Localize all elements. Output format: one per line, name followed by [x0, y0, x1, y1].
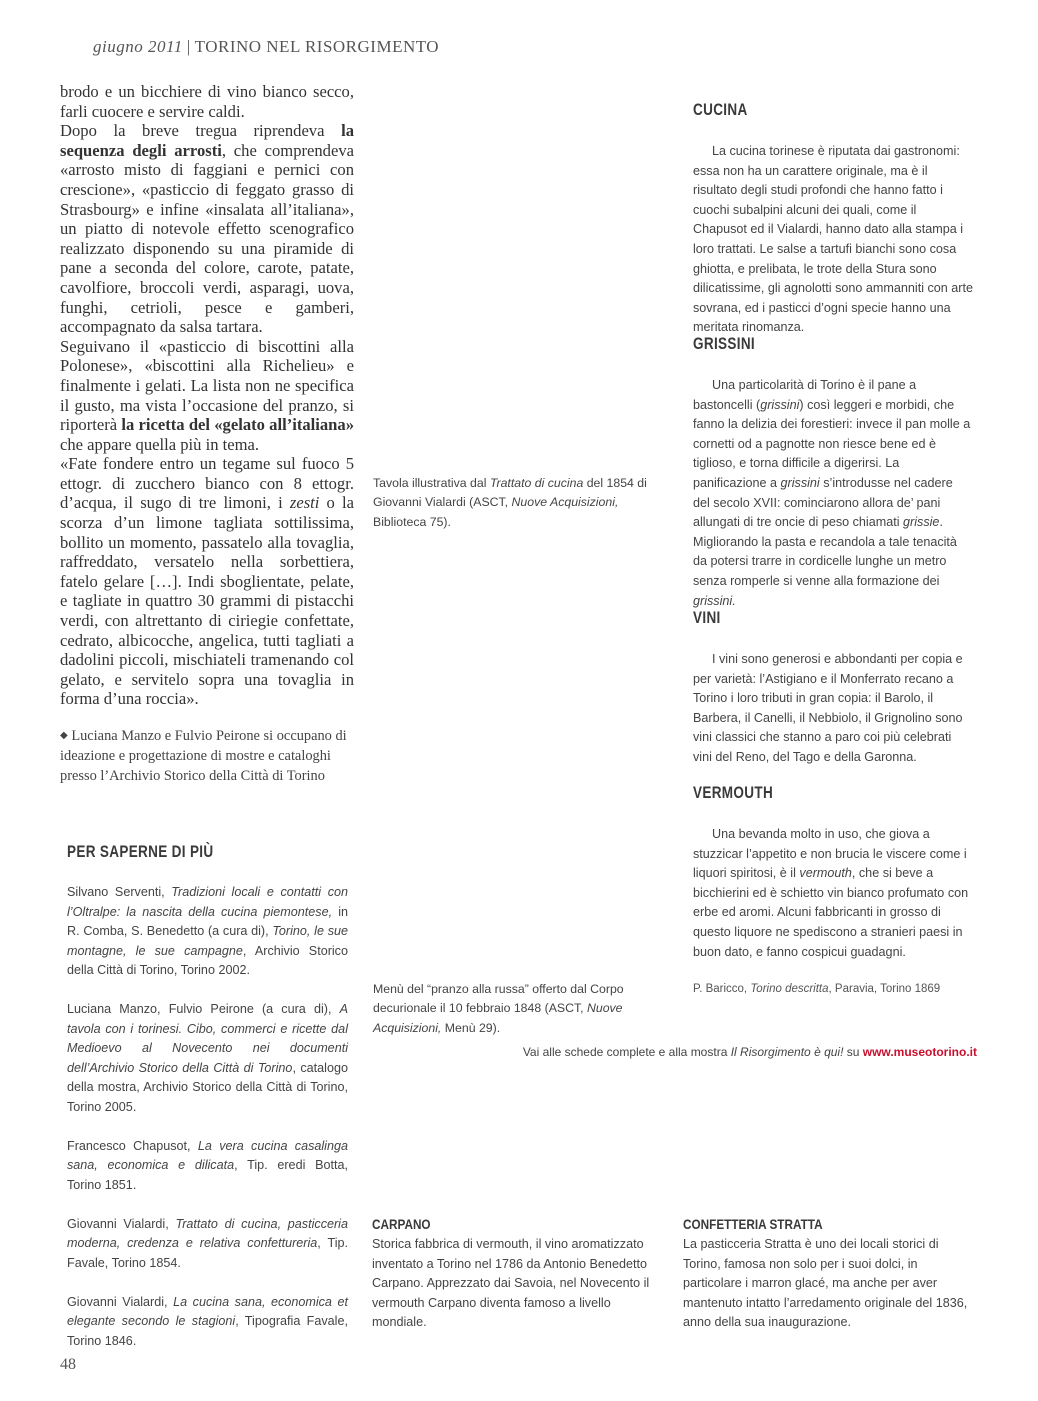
- section-text-cucina: La cucina torinese è riputata dai gastronomi: essa non ha un carattere originale, ma è il risultato degli studi profondi che hanno fatto i cuochi subalpini alcuni dei quali, come il Chapusot ed il Vialardi, hanno dato alla stampa i loro trattati. Le salse a tartufi bianchi sono cosa ghiotta, e prelibata, le trote della Stura sono dilicatissime, gli agnolotti sono ammanniti con arte sovrana, ed i pasticci d’ogni specie hanno una meritata rinomanza.: [693, 144, 973, 335]
- paragraph: Dopo la breve tregua riprendeva la sequenza degli arrosti, che comprendeva «arrosto misto di faggiani e pernici con crescione», «pasticcio di feggato grasso di Strasbourg» e infine «insalata all’italiana», un piatto di notevole effetto scenografico realizzato disponendo su una piramide di pane a seconda del colore, carote, patate, cavolfiore, broccoli verdi, asparagi, uova, funghi, cetrioli, pesce e gamberi, accompagnato da salsa tartara.: [60, 121, 354, 337]
- paragraph: brodo e un bicchiere di vino bianco secco, farli cuocere e servire caldi.: [60, 82, 354, 121]
- section-text-vini: I vini sono generosi e abbondanti per copia e per varietà: l’Astigiano e il Monferrato recano a Torino i loro tributi in gran copia: il Barolo, il Barbera, il Canelli, il Nebbiolo, il Grignolino sono vini classici che stanno a paro coi più celebrati vini del Reno, del Tago e della Garonna.: [693, 652, 963, 764]
- paragraph: Seguivano il «pasticcio di biscottini alla Polonese», «biscottini alla Richelieu» e finalmente i gelati. La lista non ne specifica il gusto, ma vista l’occasione del pranzo, si riporterà la ricetta del «gelato all’italiana» che appare quella più in tema.: [60, 336, 355, 454]
- bibliography-list: [67, 883, 348, 1371]
- museotorino-link[interactable]: www.museotorino.it: [862, 1045, 977, 1059]
- section-title-vini: VINI: [693, 609, 721, 627]
- bibliography-entry: Giovanni Vialardi, Trattato di cucina, pasticceria moderna, credenza e relativa confettureria, Tip. Favale, Torino 1854.: [67, 1216, 348, 1270]
- card-title: CONFETTERIA STRATTA: [683, 1216, 823, 1232]
- diamond-icon: ◆: [60, 730, 68, 741]
- author-bio: [60, 726, 354, 786]
- section-title-cucina: CUCINA: [693, 101, 748, 119]
- card-text: Storica fabbrica di vermouth, il vino aromatizzato inventato a Torino nel 1786 da Antonio Benedetto Carpano. Apprezzato dai Savoia, nel Novecento il vermouth Carpano diventa famoso a livello mondiale.: [372, 1237, 650, 1330]
- bibliography-entry: Luciana Manzo, Fulvio Peirone (a cura di), A tavola con i torinesi. Cibo, commerci e ricette dal Medioevo al Novecento nei documenti dell’Archivio Storico della Città di Torino, catalogo della mostra, Archivio Storico della Città di Torino, Torino 2005.: [67, 1002, 348, 1114]
- bio-text: Luciana Manzo e Fulvio Peirone si occupano di ideazione e progettazione di mostre e cataloghi presso l’Archivio Storico della Città di Torino: [60, 728, 347, 784]
- header-separator: |: [186, 37, 191, 56]
- section-text-grissini: Una particolarità di Torino è il pane a bastoncelli (grissini) così leggeri e morbidi, che fanno la delizia dei forestieri: invece il pan molle a cornetti od a pagnotte non riesce bene ed è tiglioso, e torna difficile a digerirsi. La panificazione a grissini s’introdusse nel cadere del secolo XVII: cominciarono allora de’ pani allungati di tre oncie di peso chiamati grissie. Migliorando la pasta e recandola a tale tenacità da potersi trarre in cordicelle lunghe un metro senza romperle si venne alla formazione dei grissini.: [693, 378, 971, 608]
- page-number: 48: [60, 1356, 76, 1373]
- card-title: CARPANO: [372, 1216, 431, 1232]
- bibliography-title: PER SAPERNE DI PIÙ: [67, 843, 214, 861]
- paragraph: «Fate fondere entro un tegame sul fuoco 5 ettogr. di zucchero bianco con 8 ettogr. d’acqua, il sugo di tre limoni, i zesti o la scorza d’un limone tagliata sottilissima, bollito un momento, passatelo alla tovaglia, raffreddato, versatelo nella sorbettiera, fatelo gelare […]. Indi sboglientate, pelate, e tagliate in quattro 30 grammi di pistacchi verdi, con altrettanto di ciriegie confettate, cedrato, albicocche, angelica, tutti tagliati a dadolini piccoli, mischiateli tramenando col gelato, e servitelo sopra una tovaglia in forma d’una roccia».: [60, 454, 354, 709]
- sidebar-source: P. Baricco, Torino descritta, Paravia, Torino 1869: [693, 983, 941, 995]
- running-header: [93, 37, 439, 57]
- card-text: La pasticceria Stratta è uno dei locali storici di Torino, famosa non solo per i suoi dolci, in particolare i marron glacé, ma anche per aver mantenuto intatto l’arredamento originale del 1836, anno della sua inaugurazione.: [683, 1237, 968, 1330]
- figure-caption-vialardi: Tavola illustrativa dal Trattato di cucina del 1854 di Giovanni Vialardi (ASCT, Nuove Acquisizioni, Biblioteca 75).: [373, 476, 647, 529]
- section-text-vermouth: Una bevanda molto in uso, che giova a stuzzicar l’appetito e non brucia le viscere come i liquori spiritosi, è il vermouth, che si beve a bicchierini ed è schietto vin bianco profumato con erbe ed aromi. Alcuni fabbricanti in grosso di questo liquore ne spediscono a stranieri paesi in buon dato, e fanno cospicui guadagni.: [693, 827, 969, 959]
- card-stratta: [683, 1215, 973, 1333]
- main-article-column: [60, 82, 354, 709]
- bibliography-entry: Giovanni Vialardi, La cucina sana, economica et elegante secondo le stagioni, Tipografia Favale, Torino 1846.: [67, 1294, 348, 1348]
- figure-caption-menu: Menù del “pranzo alla russa” offerto dal Corpo decurionale il 10 febbraio 1848 (ASCT, Nuove Acquisizioni, Menù 29).: [373, 982, 624, 1035]
- header-date: giugno 2011: [93, 37, 183, 56]
- museum-link-line: Vai alle schede complete e alla mostra Il Risorgimento è qui! su www.museotorino.it: [522, 1045, 977, 1059]
- section-title-grissini: GRISSINI: [693, 335, 756, 353]
- card-carpano: [372, 1215, 662, 1333]
- header-title: TORINO NEL RISORGIMENTO: [194, 37, 440, 56]
- section-title-vermouth: VERMOUTH: [693, 784, 774, 802]
- bibliography-entry: Francesco Chapusot, La vera cucina casalinga sana, economica e dilicata, Tip. eredi Botta, Torino 1851.: [67, 1138, 348, 1192]
- bold-phrase: la ricetta del «gelato all’italiana»: [121, 415, 355, 435]
- bold-phrase: la sequenza degli arrosti: [60, 121, 354, 160]
- bibliography-entry: Silvano Serventi, Tradizioni locali e contatti con l’Oltralpe: la nascita della cucina piemontese, in R. Comba, S. Benedetto (a cura di), Torino, le sue montagne, le sue campagne, Archivio Storico della Città di Torino, Torino 2002.: [67, 885, 348, 977]
